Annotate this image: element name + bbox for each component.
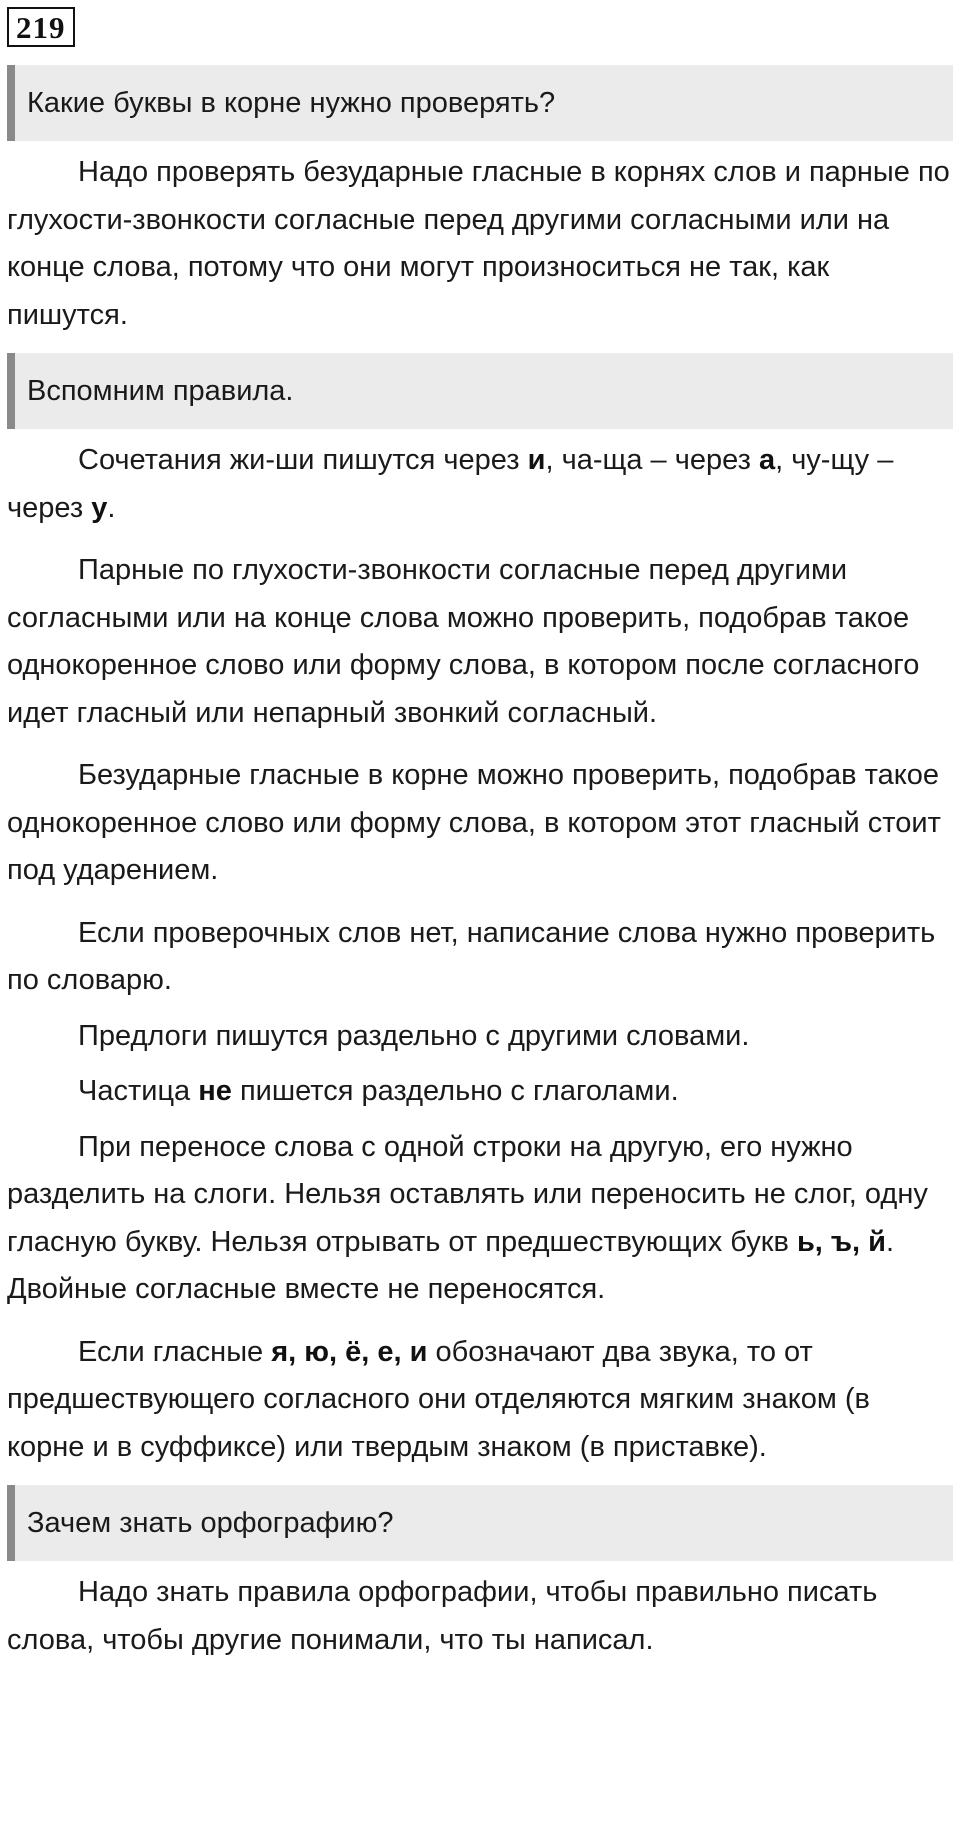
- rule-text: , чу-щу – через: [7, 444, 894, 524]
- question-text: Зачем знать орфографию?: [27, 1506, 394, 1539]
- rule-emphasis: я, ю, ё, е, и: [271, 1335, 428, 1368]
- rule-text: пишется раздельно с глаголами.: [231, 1075, 679, 1107]
- question-text: Вспомним правила.: [27, 374, 294, 407]
- page: [7, 7, 953, 1664]
- rule-emphasis: ь, ъ, й: [796, 1225, 886, 1258]
- answer-paragraph: Надо знать правила орфографии, чтобы правильно писать слова, чтобы другие понимали, что ты написал.: [7, 1576, 878, 1656]
- rule-paragraph-vowels: Безударные гласные в корне можно проверить, подобрав такое однокоренное слово или форму слова, в котором этот гласный стоит под ударением.: [7, 759, 941, 886]
- rule-text: .: [107, 491, 116, 524]
- rule-emphasis: и: [527, 444, 546, 476]
- rule-text: . Двойные согласные вместе не переносятся.: [7, 1225, 895, 1305]
- rule-text: , ча-ща – через: [545, 444, 759, 476]
- question-text: Какие буквы в корне нужно проверять?: [27, 86, 556, 119]
- rule-paragraph-consonants: Парные по глухости-звонкости согласные перед другими согласными или на конце слова можно проверить, подобрав такое однокоренное слово или форму слова, в котором после согласного идет гласный или непарный звонкий согласный.: [7, 554, 920, 729]
- rule-paragraph-dictionary: Если проверочных слов нет, написание слова нужно проверить по словарю.: [7, 916, 936, 996]
- task-number-badge: 219: [7, 7, 75, 47]
- rule-paragraph-hyphenation: [7, 1124, 953, 1314]
- rule-text: При переносе слова с одной строки на другую, его нужно разделить на слоги. Нельзя оставлять или переносить не слог, одну гласную букву. Нельзя отрывать от предшествующих букв: [7, 1130, 928, 1258]
- rule-paragraph-particle-ne: [7, 1068, 953, 1116]
- rule-paragraph-prepositions: Предлоги пишутся раздельно с другими словами.: [78, 1019, 750, 1052]
- question-box: [7, 1485, 953, 1561]
- rule-text: Если гласные: [78, 1335, 272, 1368]
- rule-text: Частица: [78, 1075, 199, 1107]
- rule-paragraph-separating-signs: [7, 1329, 953, 1472]
- rule-emphasis: не: [198, 1075, 232, 1107]
- question-box: [7, 65, 953, 141]
- rule-emphasis: у: [91, 491, 108, 524]
- question-box: [7, 353, 953, 429]
- rule-text: обозначают два звука, то от предшествующего согласного они отделяются мягким знаком (в корне и в суффиксе) или твердым знаком (в приставке).: [7, 1335, 870, 1463]
- rule-emphasis: а: [758, 444, 776, 476]
- answer-paragraph: Надо проверять безударные гласные в корнях слов и парные по глухости-звонкости согласные перед другими согласными или на конце слова, потому что они могут произноситься не так, как пишутся.: [7, 156, 950, 331]
- rule-text: Сочетания жи-ши пишутся через: [78, 444, 528, 476]
- rule-paragraph-zhi-shi: [7, 437, 953, 532]
